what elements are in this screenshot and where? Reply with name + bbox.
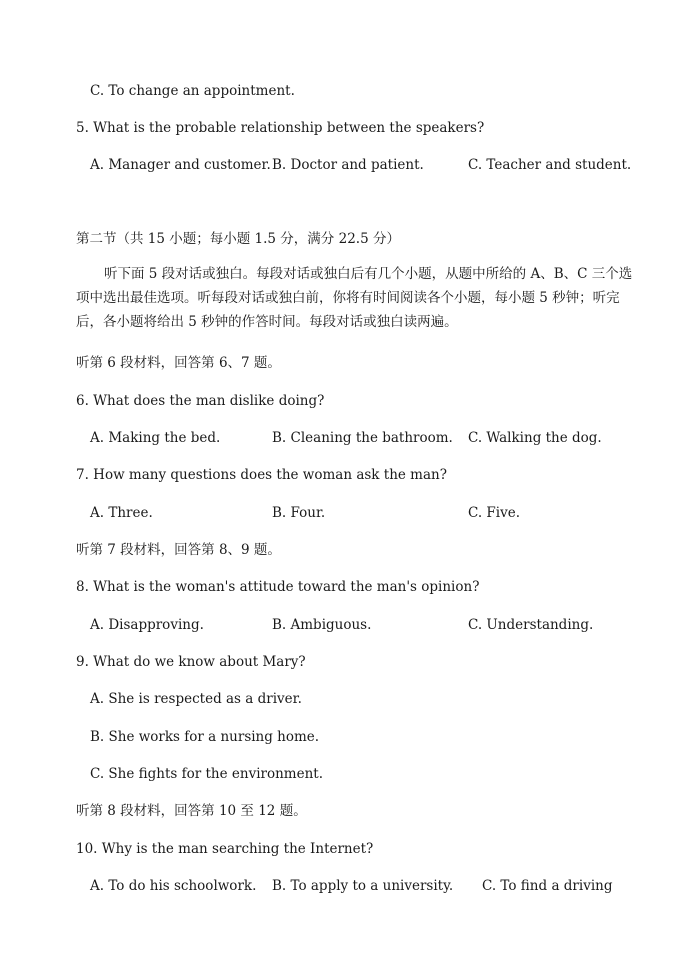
q8-stem: 8. What is the woman's attitude toward the man's opinion? (76, 579, 480, 595)
q8-option-b: B. Ambiguous. (272, 617, 372, 633)
q6-option-a: A. Making the bed. (90, 430, 221, 446)
q5-option-b: B. Doctor and patient. (272, 157, 424, 173)
group6-header: 听第 6 段材料，回答第 6、7 题。 (76, 355, 281, 371)
q4-option-c: C. To change an appointment. (90, 83, 295, 99)
q9-option-b: B. She works for a nursing home. (90, 729, 320, 745)
q7-option-c: C. Five. (468, 505, 521, 521)
q8-option-c: C. Understanding. (468, 617, 594, 633)
q8-option-a: A. Disapproving. (90, 617, 204, 633)
section2-instructions: 听下面 5 段对话或独白。每段对话或独白后有几个小题，从题中所给的 A、B、C 三个选项中选出最佳选项。听每段对话或独白前，你将有时间阅读各个小题，每小题 5 秒钟；听完后，各小题将给出 5 秒钟的作答时间。每段对话或独白读两遍。 (76, 266, 633, 330)
q6-stem: 6. What does the man dislike doing? (76, 393, 325, 409)
group7-header: 听第 7 段材料，回答第 8、9 题。 (76, 542, 281, 558)
q10-stem: 10. Why is the man searching the Internet? (76, 841, 374, 857)
section2-heading: 第二节（共 15 小题；每小题 1.5 分，满分 22.5 分） (76, 231, 400, 247)
q9-option-c: C. She fights for the environment. (90, 766, 324, 782)
q5-stem: 5. What is the probable relationship between the speakers? (76, 120, 485, 136)
q10-option-b: B. To apply to a university. (272, 878, 454, 894)
q7-stem: 7. How many questions does the woman ask the man? (76, 467, 447, 483)
q5-option-c: C. Teacher and student. (468, 157, 632, 173)
q6-option-b: B. Cleaning the bathroom. (272, 430, 453, 446)
q7-option-b: B. Four. (272, 505, 326, 521)
q5-option-a: A. Manager and customer. (90, 157, 271, 173)
q9-stem: 9. What do we know about Mary? (76, 654, 306, 670)
q7-option-a: A. Three. (90, 505, 153, 521)
q10-option-a: A. To do his schoolwork. (90, 878, 257, 894)
q6-option-c: C. Walking the dog. (468, 430, 602, 446)
q9-option-a: A. She is respected as a driver. (90, 691, 302, 707)
group8-header: 听第 8 段材料，回答第 10 至 12 题。 (76, 803, 307, 819)
q10-option-c: C. To find a driving (482, 878, 613, 894)
